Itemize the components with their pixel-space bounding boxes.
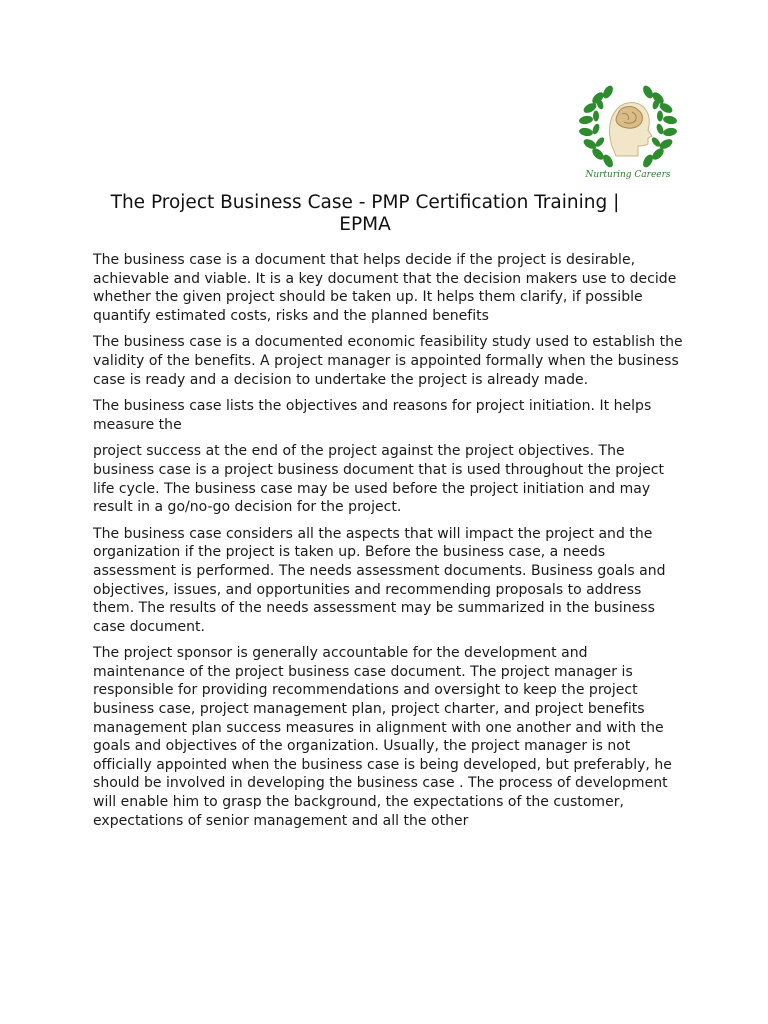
- paragraph-5: The business case considers all the aspects that will impact the project and the organization if the project is taken up. Before the business case, a needs assessment is performed. The needs assessment documents. Business goals and objectives, issues, and opportunities and recommending proposals to address them. The results of the needs assessment may be summarized in the business case document.: [93, 525, 666, 635]
- paragraph-4: project success at the end of the project against the project objectives. The business case is a project business document that is used throughout the project life cycle. The business case may be used before the project initiation and may result in a go/no-go decision for the project.: [93, 443, 664, 516]
- paragraph-2: The business case is a documented economic feasibility study used to establish the validity of the benefits. A project manager is appointed formally when the business case is ready and a decision to undertake the project is already made.: [93, 334, 683, 388]
- nurturing-careers-logo: [578, 84, 678, 184]
- logo-caption: Nurturing Careers: [585, 170, 671, 180]
- paragraph-3: The business case lists the objectives and reasons for project initiation. It helps measure the: [93, 398, 652, 433]
- paragraph-1: The business case is a document that helps decide if the project is desirable, achievable and viable. It is a key document that the decision makers use to decide whether the given project should be taken up. It helps them clarify, if possible quantify estimated costs, risks and the planned benefits: [93, 252, 677, 324]
- paragraph-6: The project sponsor is generally accountable for the development and maintenance of the project business case document. The project manager is responsible for providing recommendations and oversight to keep the project business case, project management plan, project charter, and project benefits management plan success measures in alignment with one another and with the goals and objectives of the organization. Usually, the project manager is not officially appointed when the business case is being developed, but preferably, he should be involved in developing the business case . The process of development will enable him to grasp the background, the expectations of the customer, expectations of senior management and all the other: [93, 645, 672, 829]
- document-title: The Project Business Case - PMP Certification Training | EPMA: [110, 192, 620, 235]
- laurel-head-icon: [578, 84, 678, 170]
- document-body: [93, 251, 683, 838]
